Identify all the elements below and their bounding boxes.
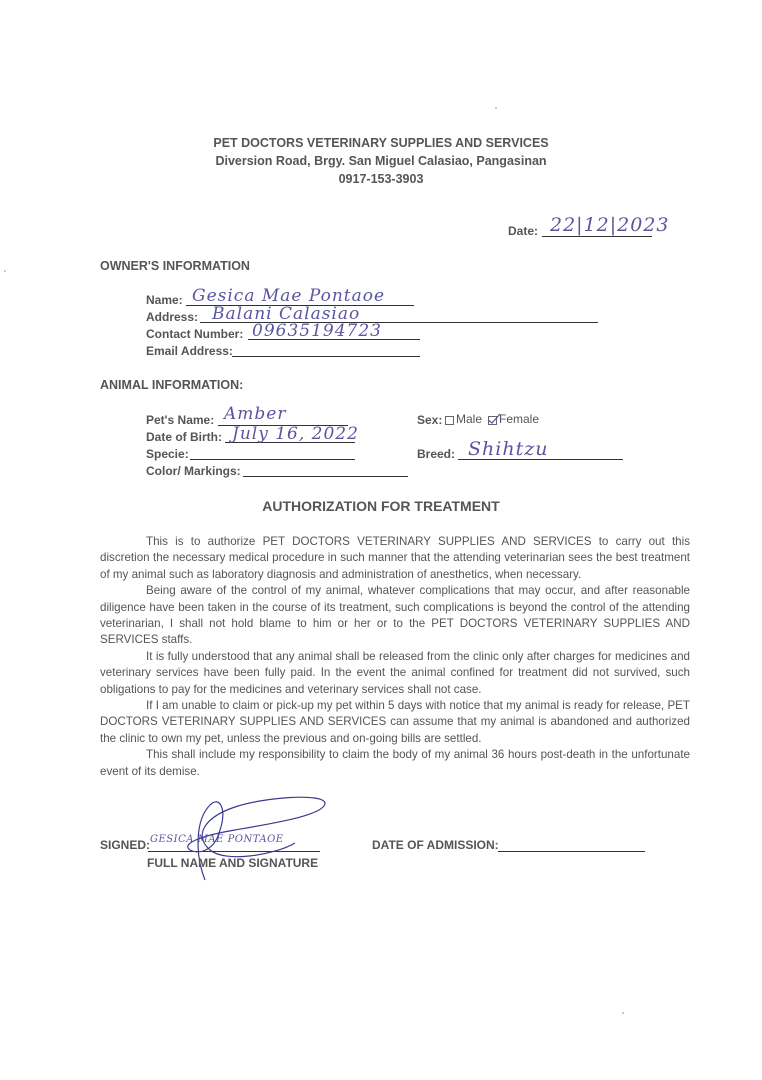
sex-label: Sex: [417,413,443,427]
admission-line [498,851,645,852]
dob-value: July 16, 2022 [232,424,359,444]
scan-speck [4,270,6,272]
date-value: 22|12|2023 [550,214,670,236]
color-markings-label: Color/ Markings: [146,464,241,478]
dob-label: Date of Birth: [146,430,222,444]
email-label: Email Address: [146,344,233,358]
authorization-paragraph: This shall include my responsibility to claim the body of my animal 36 hours post-death in the unfortunate event of its demise. [100,748,690,778]
contact-number-value: 09635194723 [252,321,382,341]
signature-scribble [165,795,335,885]
clinic-phone: 0917-153-3903 [338,172,424,186]
date-line [542,236,652,237]
sex-female-label: Female [499,412,540,426]
email-line [232,356,420,357]
specie-line [190,459,355,460]
sex-female-checkbox[interactable] [488,416,497,425]
contact-number-label: Contact Number: [146,327,244,341]
specie-label: Specie: [146,447,189,461]
sex-male-checkbox[interactable] [445,416,454,425]
authorization-body [100,534,690,780]
breed-value: Shihtzu [468,438,549,460]
sex-male-label: Male [456,412,483,426]
date-label: Date: [508,224,539,238]
authorization-paragraph: It is fully understood that any animal shall be released from the clinic only after charges for medicines and veterinary services have been fully paid. In the event the animal confined for treatment did not survived, such obligations to pay for the medicines and veterinary services shall not case. [100,649,690,696]
authorization-title: AUTHORIZATION FOR TREATMENT [262,498,500,514]
owner-address-value: Balani Calasiao [212,304,361,324]
animal-section-title: ANIMAL INFORMATION: [100,378,244,392]
color-markings-line [243,476,408,477]
authorization-paragraph: This is to authorize PET DOCTORS VETERINARY SUPPLIES AND SERVICES to carry out this discretion the necessary medical procedure in such manner that the attending veterinarian sees the best treatment of my animal such as laboratory diagnosis and administration of anesthetics, when necessary. [100,535,690,581]
signature-sublabel: FULL NAME AND SIGNATURE [147,856,319,870]
owner-name-value: Gesica Mae Pontaoe [192,286,386,306]
breed-label: Breed: [417,447,456,461]
signed-name-value: GESICA MAE PONTAOE [150,834,284,845]
pet-name-label: Pet's Name: [146,413,215,427]
owner-name-label: Name: [146,293,183,307]
authorization-paragraph: If I am unable to claim or pick-up my pet within 5 days with notice that my animal is ready for release, PET DOCTORS VETERINARY SUPPLIES AND SERVICES can assume that my animal is abandoned and authorized the clinic to own my pet, unless the previous and on-going bills are settled. [100,699,690,745]
signed-label: SIGNED: [100,838,151,852]
clinic-name: PET DOCTORS VETERINARY SUPPLIES AND SERVICES [213,136,549,150]
pet-name-value: Amber [224,404,287,424]
clinic-address: Diversion Road, Brgy. San Miguel Calasiao, Pangasinan [215,154,547,168]
scan-speck [622,1012,624,1014]
authorization-paragraph: Being aware of the control of my animal, whatever complications that may occur, and after reasonable diligence have been taken in the course of its treatment, such complications is beyond the control of the attending veterinarian, I shall not hold blame to him or her or to the PET DOCTORS VETERINARY SUPPLIES AND SERVICES staffs. [100,584,690,647]
owner-address-label: Address: [146,310,199,324]
admission-label: DATE OF ADMISSION: [372,838,499,852]
scan-speck [495,107,497,109]
owner-section-title: OWNER'S INFORMATION [100,259,250,273]
